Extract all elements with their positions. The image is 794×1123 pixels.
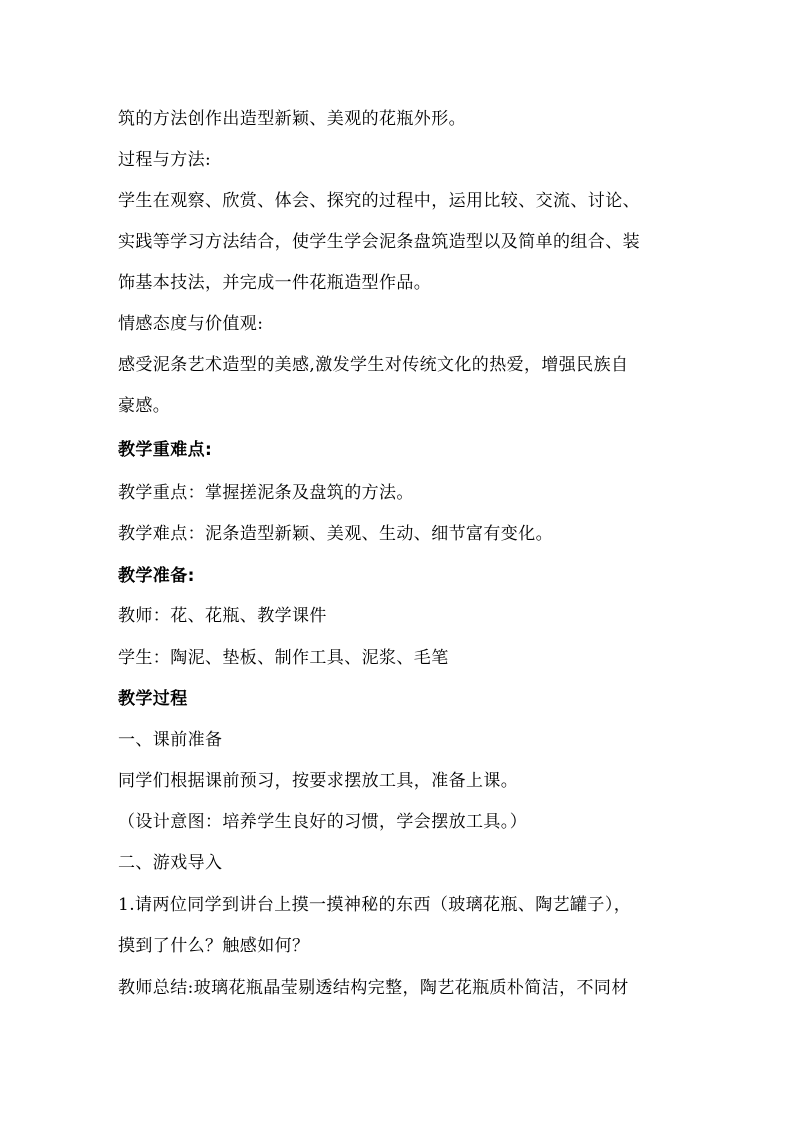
text-line: 摸到了什么？触感如何？: [118, 936, 310, 956]
text-line: 教师总结:玻璃花瓶晶莹剔透结构完整，陶艺花瓶质朴简洁，不同材: [118, 978, 629, 998]
text-line: 教学重点：掌握搓泥条及盘筑的方法。: [118, 483, 414, 503]
text-line: 感受泥条艺术造型的美感,激发学生对传统文化的热爱，增强民族自: [118, 355, 629, 375]
bold-heading: 教学准备:: [118, 566, 195, 586]
text-line: 学生在观察、欣赏、体会、探究的过程中，运用比较、交流、讨论、: [118, 191, 640, 211]
text-line: 学生：陶泥、垫板、制作工具、泥浆、毛笔: [118, 648, 449, 668]
text-line: 豪感。: [118, 396, 171, 416]
section-heading: 过程与方法:: [118, 150, 212, 170]
bold-heading: 教学重难点:: [118, 440, 213, 460]
section-heading: 一、课前准备: [118, 730, 223, 750]
text-line: 同学们根据课前预习，按要求摆放工具，准备上课。: [118, 771, 519, 791]
text-line: 教师：花、花瓶、教学课件: [118, 606, 327, 626]
text-line: 筑的方法创作出造型新颖、美观的花瓶外形。: [118, 109, 466, 129]
text-line: 教学难点：泥条造型新颖、美观、生动、细节富有变化。: [118, 524, 553, 544]
text-line: 实践等学习方法结合，使学生学会泥条盘筑造型以及简单的组合、装: [118, 232, 640, 252]
section-heading: 二、游戏导入: [118, 853, 223, 873]
text-line: 饰基本技法，并完成一件花瓶造型作品。: [118, 273, 432, 293]
section-heading: 情感态度与价值观:: [118, 314, 264, 334]
text-line: 1.请两位同学到讲台上摸一摸神秘的东西（玻璃花瓶、陶艺罐子），: [118, 895, 632, 915]
bold-heading: 教学过程: [118, 689, 188, 709]
design-note: （设计意图：培养学生良好的习惯，学会摆放工具。）: [118, 812, 528, 832]
